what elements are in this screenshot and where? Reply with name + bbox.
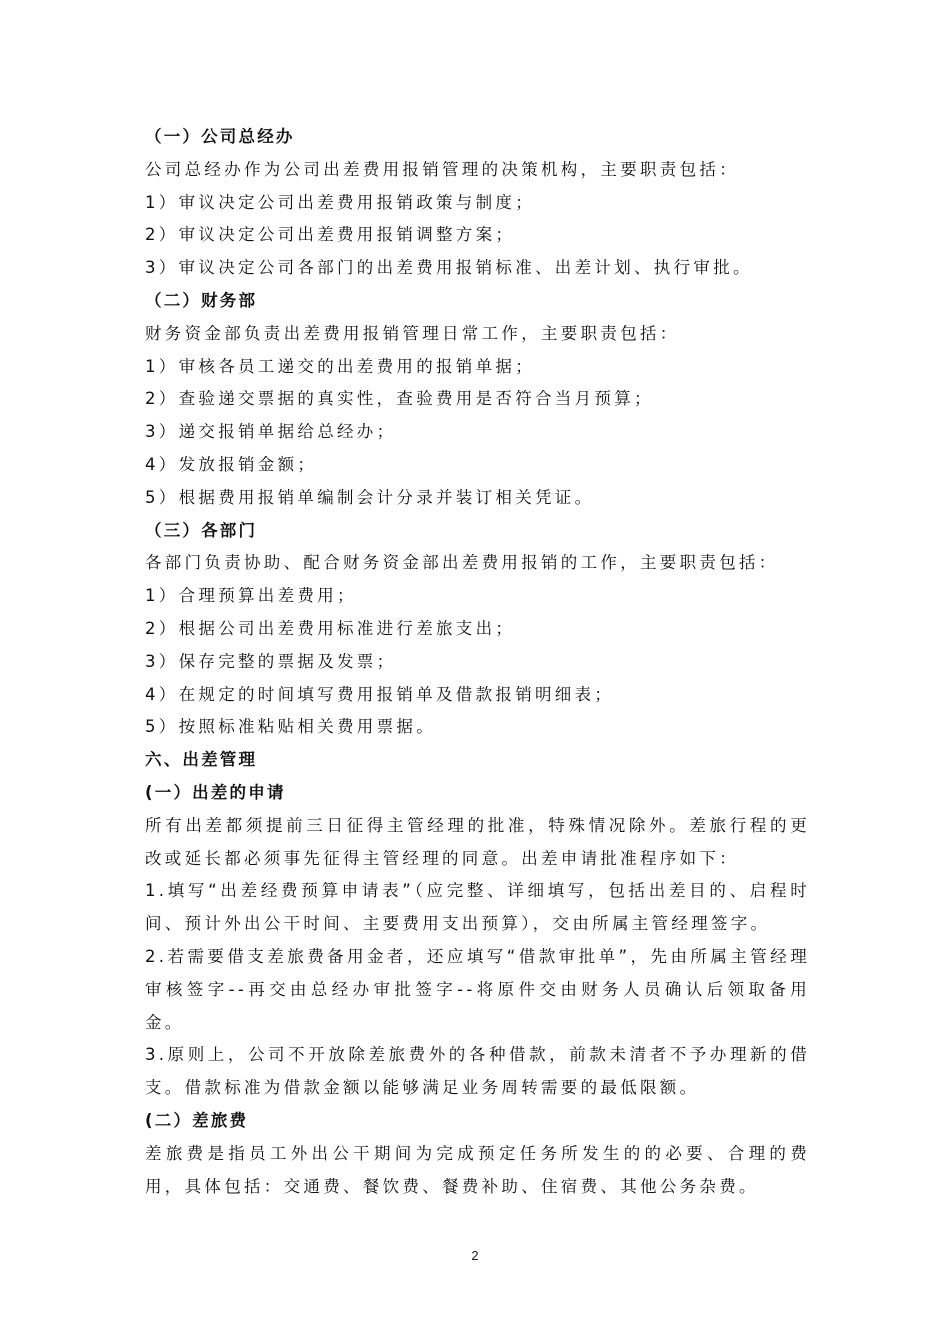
list-item: 3）递交报销单据给总经办； <box>145 422 397 442</box>
list-item: 2）根据公司出差费用标准进行差旅支出； <box>145 618 516 638</box>
chapter-title: 六、出差管理 <box>145 750 258 770</box>
numbered-paragraph: 3.原则上，公司不开放除差旅费外的各种借款，前款未清者不予办理新的借支。借款标准为借款金额以能够满足业务周转需要的最低限额。 <box>145 1045 810 1098</box>
subsection-heading-application: (一）出差的申请 <box>145 782 286 802</box>
section-heading-finance: （二）财务部 <box>145 290 258 310</box>
list-item: 4）在规定的时间填写费用报销单及借款报销明细表； <box>145 684 615 704</box>
list-item: 1）合理预算出差费用； <box>145 586 357 606</box>
numbered-paragraph: 2.若需要借支差旅费备用金者，还应填写“借款审批单”，先由所属主管经理审核签字--再交由总经办审批签字--将原件交由财务人员确认后领取备用金。 <box>145 946 810 1032</box>
section-intro: 各部门负责协助、配合财务资金部出差费用报销的工作，主要职责包括： <box>145 553 779 573</box>
document-body <box>145 121 810 1203</box>
subsection-heading-travel-expense: (二）差旅费 <box>145 1110 249 1130</box>
list-item: 1）审议决定公司出差费用报销政策与制度； <box>145 192 535 212</box>
section-heading-departments: （三）各部门 <box>145 520 258 540</box>
list-item: 5）根据费用报销单编制会计分录并装订相关凭证。 <box>145 487 595 507</box>
list-item: 1）审核各员工递交的出差费用的报销单据； <box>145 356 535 376</box>
section-intro: 财务资金部负责出差费用报销管理日常工作，主要职责包括： <box>145 323 680 343</box>
paragraph: 所有出差都须提前三日征得主管经理的批准，特殊情况除外。差旅行程的更改或延长都必须事先征得主管经理的同意。出差申请批准程序如下： <box>145 815 810 868</box>
numbered-paragraph: 1.填写“出差经费预算申请表”（应完整、详细填写，包括出差目的、启程时间、预计外出公干时间、主要费用支出预算），交由所属主管经理签字。 <box>145 881 810 934</box>
section-intro: 公司总经办作为公司出差费用报销管理的决策机构，主要职责包括： <box>145 159 739 179</box>
list-item: 4）发放报销金额； <box>145 454 318 474</box>
paragraph: 差旅费是指员工外出公干期间为完成预定任务所发生的的必要、合理的费用，具体包括：交通费、餐饮费、餐费补助、住宿费、其他公务杂费。 <box>145 1143 810 1196</box>
list-item: 3）保存完整的票据及发票； <box>145 651 397 671</box>
list-item: 5）按照标准粘贴相关费用票据。 <box>145 717 436 737</box>
list-item: 2）查验递交票据的真实性，查验费用是否符合当月预算； <box>145 389 654 409</box>
section-heading-general-office: （一）公司总经办 <box>145 127 295 146</box>
page-number: 2 <box>471 1248 479 1263</box>
list-item: 3）审议决定公司各部门的出差费用报销标准、出差计划、执行审批。 <box>145 258 753 278</box>
list-item: 2）审议决定公司出差费用报销调整方案； <box>145 225 516 245</box>
